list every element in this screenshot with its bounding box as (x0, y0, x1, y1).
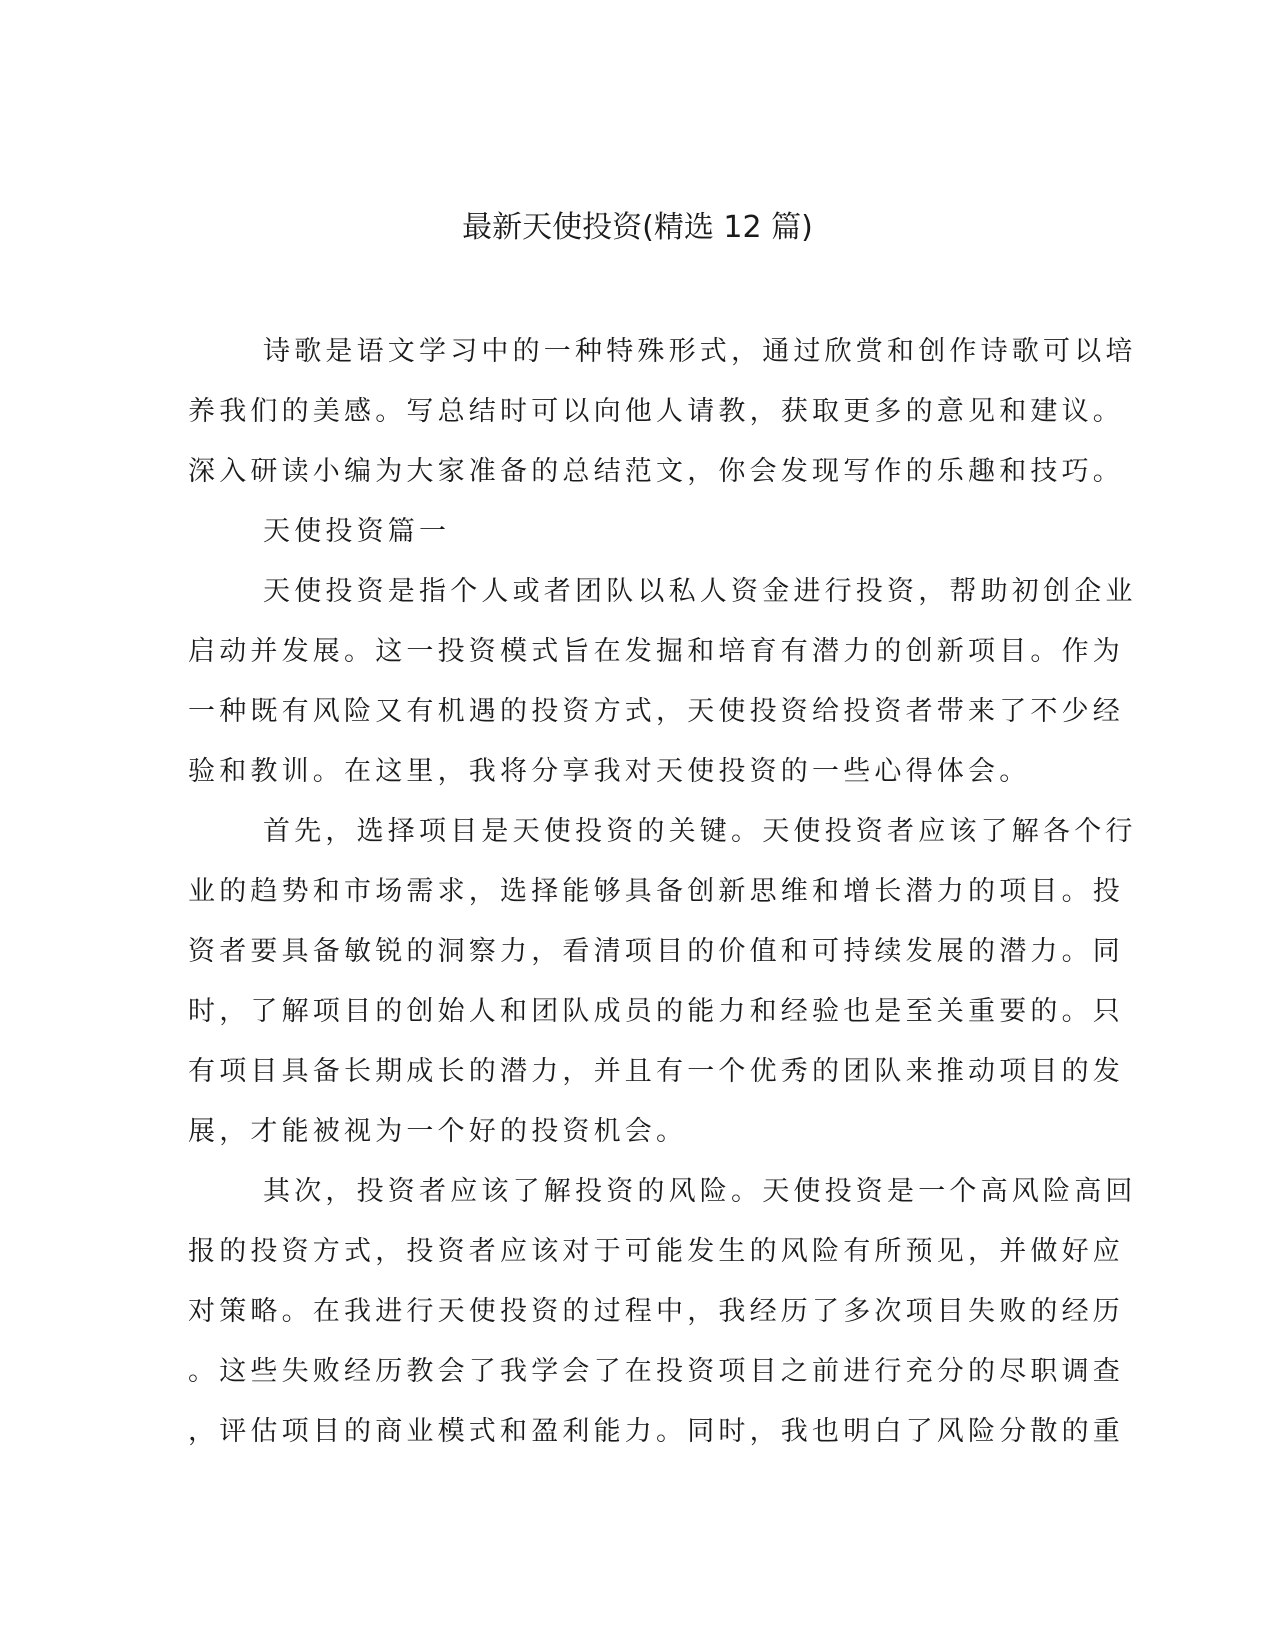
text-line: 有项目具备长期成长的潜力，并且有一个优秀的团队来推动项目的发 (188, 1056, 1124, 1087)
text-line: 业的趋势和市场需求，选择能够具备创新思维和增长潜力的项目。投 (188, 876, 1124, 907)
text-line: 验和教训。在这里，我将分享我对天使投资的一些心得体会。 (188, 756, 1031, 787)
text-line: 深入研读小编为大家准备的总结范文，你会发现写作的乐趣和技巧。 (188, 456, 1124, 487)
text-line: 时，了解项目的创始人和团队成员的能力和经验也是至关重要的。只 (188, 996, 1124, 1027)
text-line: 一种既有风险又有机遇的投资方式，天使投资给投资者带来了不少经 (188, 696, 1124, 727)
document-body (188, 322, 1137, 1462)
text-line: 对策略。在我进行天使投资的过程中，我经历了多次项目失败的经历 (188, 1296, 1124, 1327)
text-line: 资者要具备敏锐的洞察力，看清项目的价值和可持续发展的潜力。同 (188, 936, 1124, 967)
text-line: ，评估项目的商业模式和盈利能力。同时，我也明白了风险分散的重 (188, 1416, 1124, 1447)
text-line: 天使投资是指个人或者团队以私人资金进行投资，帮助初创企业 (263, 576, 1137, 607)
text-line: 诗歌是语文学习中的一种特殊形式，通过欣赏和创作诗歌可以培 (263, 336, 1137, 367)
text-line: 。这些失败经历教会了我学会了在投资项目之前进行充分的尽职调查 (188, 1356, 1124, 1387)
text-line: 报的投资方式，投资者应该对于可能发生的风险有所预见，并做好应 (188, 1236, 1124, 1267)
text-line: 其次，投资者应该了解投资的风险。天使投资是一个高风险高回 (263, 1176, 1137, 1207)
text-line: 首先，选择项目是天使投资的关键。天使投资者应该了解各个行 (263, 816, 1137, 847)
text-line: 天使投资篇一 (263, 516, 451, 547)
text-line: 启动并发展。这一投资模式旨在发掘和培育有潜力的创新项目。作为 (188, 636, 1124, 667)
document-title: 最新天使投资(精选 12 篇) (462, 210, 813, 245)
text-line: 养我们的美感。写总结时可以向他人请教，获取更多的意见和建议。 (188, 396, 1124, 427)
text-line: 展，才能被视为一个好的投资机会。 (188, 1116, 688, 1147)
